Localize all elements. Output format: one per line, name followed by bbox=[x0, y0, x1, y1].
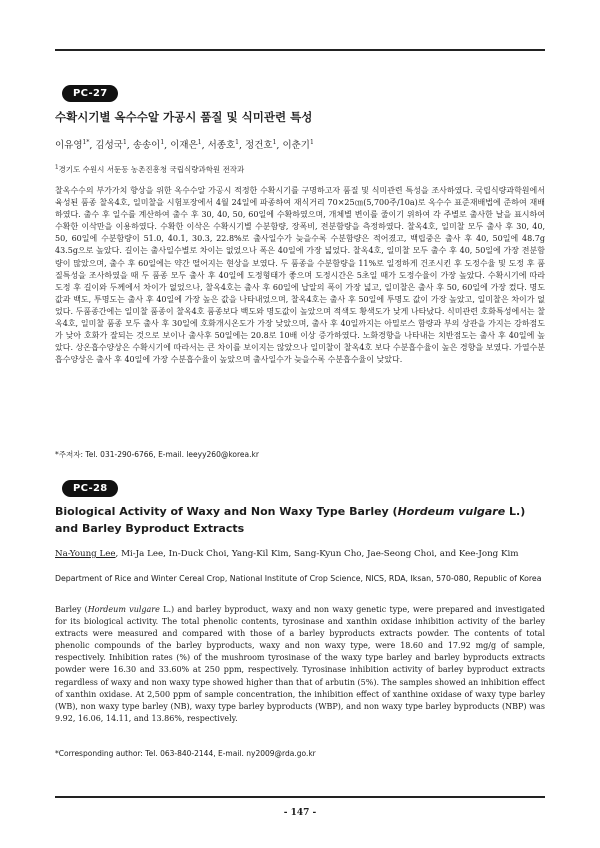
author-name: 서종호 bbox=[207, 140, 236, 151]
author-names: , Mi-Ja Lee, In-Duck Choi, Yang-Kil Kim, Sang-Kyun Cho, Jae-Seong Choi, and Kee-Jong Kim bbox=[115, 549, 519, 559]
title-text: Biological Activity of Waxy and Non Waxy Type Barley ( bbox=[55, 505, 398, 518]
page-number: - 147 - bbox=[283, 808, 317, 818]
author-name: 이재은 bbox=[170, 140, 198, 151]
author-name: 이춘기 bbox=[282, 140, 310, 151]
author-name: 이유영 bbox=[55, 140, 83, 151]
author-name: 송송이 bbox=[132, 140, 161, 151]
author-sup: 1* bbox=[82, 138, 90, 146]
presenting-author: Na-Young Lee bbox=[55, 549, 116, 559]
author-sup: 1 bbox=[160, 138, 165, 146]
body-text: L.) and barley byproduct, waxy and non waxy genetic type, were prepared and investigated for its biological activity. The total phenolic contents, tyrosinase and xanthin oxidase inhibition activity of the barley extracts were measured and compared with those of a barley byproducts extracts powder. The contents of total phenolic compounds of the barley byproducts, waxy and non waxy type, were 18.60 and 17.92 mg/g of sample, respectively. Inhibition rates (%) of the mushroom tyrosinase of the waxy type barley and barley byproducts extracts powder were 16.30 and 33.60% at 250 ppm, respectively. Tyrosinase inhibition activity of barley byproduct extracts regardless of waxy and non waxy type showed higher than that of arbutin (5%). The samples showed an inhibition effect of xanthin oxidase. At 2,500 ppm of sample concentration, the inhibition effect of xanthine oxidase of waxy type barley (WB), non waxy type barley (NB), waxy type barley byproducts (WBP), and non waxy type barley byproducts (NBP) was 9.92, 16.06, 14.11, and 13.86%, respectively. bbox=[55, 605, 546, 723]
affiliation bbox=[55, 164, 545, 175]
affiliation: Department of Rice and Winter Cereal Crop, National Institute of Crop Science, NICS, RDA, Iksan, 570-080, Republic of Korea bbox=[55, 574, 542, 583]
author-name: 정건호 bbox=[245, 140, 273, 151]
author-list bbox=[55, 549, 545, 559]
abstract-badge: PC-27 bbox=[62, 85, 118, 102]
affiliation-text: 경기도 수원시 서둔동 농촌진흥청 국립식량과학원 전작과 bbox=[58, 165, 245, 174]
author-sup: 1 bbox=[235, 138, 239, 146]
title-species: Hordeum vulgare bbox=[397, 505, 506, 518]
contact-info: *Corresponding author: Tel. 063-840-2144, E-mail. ny2009@rda.go.kr bbox=[55, 749, 316, 758]
top-rule bbox=[55, 49, 545, 51]
abstract-badge: PC-28 bbox=[62, 480, 118, 497]
body-text: Barley ( bbox=[55, 605, 88, 614]
contact-info: *주저자: Tel. 031-290-6766, E-mail. leeyy260@korea.kr bbox=[55, 450, 259, 459]
abstract-body: 찰옥수수의 부가가치 향상을 위한 옥수수알 가공시 적정한 수확시기를 구명하고자 품질 및 식미관련 특성을 조사하였다. 국립식량과학원에서 육성된 품종 찰옥4호, 일미찰을 시험포장에서 4월 24일에 파종하여 재식거리 70×25㎝(5,700주/10a)로 옥수수 표준재배법에 준하여 재배하였다. 출수 후 일수를 계산하여 출수 후 30, 40, 50, 60일에 수확하였으며, 개체별 변이를 줄이기 위하여 각 주별로 출사한 날을 표시하여 수확한 이삭만을 이용하였다. 수확한 이삭은 수확시기별 수분함량, 장폭비, 전분함량을 측정하였다. 찰옥4호, 일미찰 모두 출사 후 30, 40, 50, 60일에 수분함량이 51.0, 40.1, 30.3, 22.8%로 출사일수가 늦을수록 수분함량은 적어졌고, 백립중은 출사 후 40, 50일에 48.7g 43.5g으로 높았다. 길이는 출사일수별로 차이는 없었으나 폭은 40일에 가장 넓었다. 찰옥4호, 일미찰 모두 출수 후 40, 50일에 가장 전분함량이 많았으며, 출수 후 60일에는 약간 떨어지는 현상을 보였다. 두 품종을 수분함량을 11%로 일정하게 건조시킨 후 도정수율 및 도정 후 품질특성을 조사하였을 때 두 품종 모두 출사 후 40일에 도정형태가 좋으며 도정시간은 5초일 때가 도정수율이 가장 높았다. 수확시기에 따라 도정 후 길이와 두께에서 차이가 없었으나, 찰옥4호는 출사 후 60일에 납알의 폭이 가장 넓고, 일미찰은 출사 후 50, 60일에 가장 컸다. 명도값과 백도, 투명도는 출사 후 40일에 가장 높은 값을 나타내었으며, 찰옥4호는 출사 후 50일에 투명도 값이 가장 높았고, 일미찰은 차이가 없었다. 두품종간에는 일미찰 품종이 찰옥4호 품종보다 백도와 명도값이 높았으며 적색도 황색도가 낮게 나타났다. 식미관련 호화특성에서는 찰옥4호, 일미찰 품종 모두 출사 후 30일에 호화개시온도가 가장 낮았으며, 출사 후 40일까지는 아밀로스 함량과 부의 상관을 가지는 강하점도가 낮아 호화가 잘되는 것으로 보이나 출사후 50일에는 20.8로 10배 이상 증가하였다. 노화경향을 나타내는 치반점도는 출사 후 40일에 높았다. 상온흡수양상은 수확시기에 따라서는 큰 차이를 보이지는 않았으나 일미찰이 찰옥4호 보다 수분흡수율이 높은 경향을 보였다. 가열수분흡수양상은 출사 후 40일에 가장 수분흡수율이 높았으며 출사일수가 늦을수록 수분흡수율이 낮았다. bbox=[55, 186, 545, 365]
body-species: Hordeum vulgare bbox=[87, 605, 160, 614]
abstract-body bbox=[55, 604, 545, 725]
affiliation-sup: 1 bbox=[55, 164, 59, 171]
author-sup: 1 bbox=[272, 138, 277, 146]
author-sup: 1 bbox=[309, 138, 314, 146]
author-sup: 1 bbox=[197, 138, 202, 146]
author-sup: 1 bbox=[122, 138, 127, 146]
author-name: 김성국 bbox=[95, 140, 123, 151]
author-list: 이유영$^{1*}$, 김성국$^1$, 송송이$^1$, 이재은$^1$, 서종호$^1$, 정건호$^1$, 이춘기$^1$ bbox=[55, 138, 314, 151]
title-text: L.) and Barley Byproduct Extracts bbox=[55, 505, 526, 535]
abstract-title bbox=[55, 503, 545, 537]
abstract-title: 수확시기별 옥수수알 가공시 품질 및 식미관련 특성 bbox=[55, 110, 313, 124]
bottom-rule bbox=[55, 796, 545, 798]
